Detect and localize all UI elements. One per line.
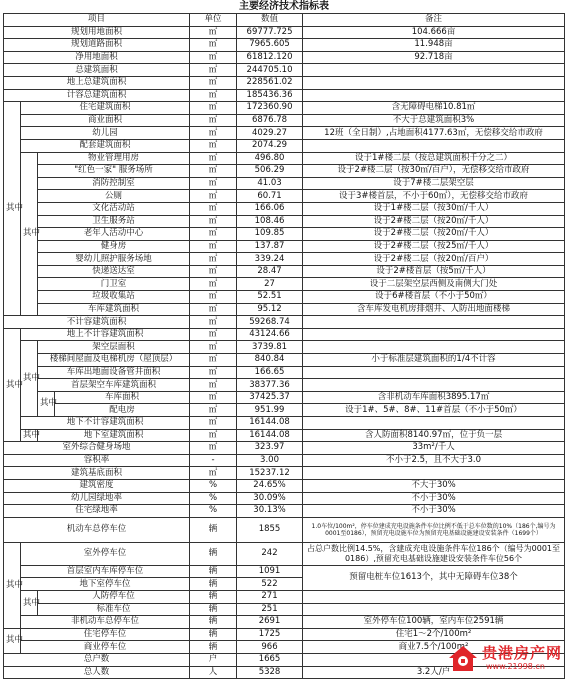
table-row: 其中 车库面积 ㎡ 37425.37 含非机动车库面积3895.17㎡ [4,391,565,404]
table-row: 住宅绿地率 % 30.13% 不小于30% [4,505,565,518]
group-label: 其中 [4,328,21,441]
table-row: 地上总建筑面积 ㎡ 228561.02 [4,76,565,89]
table-row: 室外综合健身场地 ㎡ 323.97 33m²/千人 [4,442,565,455]
table-row: 计容总建筑面积 ㎡ 185436.36 [4,89,565,102]
table-row: 卫生服务站 ㎡ 108.46 设于2#楼二层（按20㎡/千人） [4,215,565,228]
watermark-name: 贵港房产网 [482,644,563,662]
group-label: 其中 [4,542,21,628]
table-header-row [4,14,565,27]
table-row: 规划用地面积 ㎡ 69777.725 104.666亩 [4,26,565,39]
table-row: 其中 架空层面积 ㎡ 3739.81 [4,341,565,354]
economic-indicators-table [3,13,565,679]
table-row: 垃圾收集站 ㎡ 52.51 设于6#楼首层（不小于50㎡） [4,291,565,304]
table-row: 地下室停车位 辆 522 [4,578,565,591]
watermark-url: www.21998.cn [486,662,545,671]
table-row: 其中 地上不计容建筑面积 ㎡ 43124.66 [4,328,565,341]
header-unit: 单位 [190,14,237,27]
table-row: 总户数 户 1665 [4,653,565,666]
table-row: 门卫室 ㎡ 27 设于二层架空层西侧及南侧大门处 [4,278,565,291]
group-label: 其中 [21,590,38,615]
table-row: 规划道路面积 ㎡ 7965.605 11.948亩 [4,39,565,52]
table-row: 机动车总停车位 辆 1855 1.0车位/100m²，停车位建成充电设施条件车位比例不低于总车位数的10%（186个,编号为0001至0186），预留充电设施车位为预留充电基础设施建设安装条件（1699个） [4,517,565,542]
table-row: 其中 住宅建筑面积 ㎡ 172360.90 含无障碍电梯10.81㎡ [4,102,565,115]
table-row: 其中 室外停车位 辆 242 占总户数比例14.5%，含建成充电设施条件车位186个（编号为0001至0186）,预留充电基础设施建设安装条件车位56个 [4,542,565,565]
table-row: 标准车位 辆 251 [4,603,565,616]
table-row: 非机动车总停车位 辆 2691 室外停车位100辆，室内车位2591辆 [4,616,565,629]
table-row: 公厕 ㎡ 60.71 设于3#楼首层，不小于60㎡），无偿移交给市政府 [4,190,565,203]
table-row: 首层室内车库停车位 辆 1091 预留电桩车位1613个，其中无障碍车位38个 [4,565,565,578]
table-row: "红色一家" 服务场所 ㎡ 506.29 设于2#楼二层（按30㎡/百户），无偿移交给市政府 [4,165,565,178]
table-row: 车库建筑面积 ㎡ 95.12 含车库发电机房排烟井、人防出地面楼梯 [4,303,565,316]
table-row: 不计容建筑面积 ㎡ 59268.74 [4,316,565,329]
group-label: 其中 [21,152,38,316]
table-row: 商业停车位 辆 966 商业7.5个/100m² [4,641,565,654]
header-item: 项目 [4,14,190,27]
table-row: 其中 地下室建筑面积 ㎡ 16144.08 含人防面积8140.97㎡，位于负一层 [4,429,565,442]
table-row: 容积率 - 3.00 不小于2.5，且不大于3.0 [4,454,565,467]
table-row: 健身房 ㎡ 137.87 设于2#楼二层（按25㎡/千人） [4,240,565,253]
table-row: 快递送达室 ㎡ 28.47 设于2#楼首层（按5㎡/千人） [4,265,565,278]
table-row: 其中 住宅停车位 辆 1725 住宅1～2个/100m² [4,628,565,641]
group-label: 其中 [38,391,55,416]
table-row: 建筑基底面积 ㎡ 15237.12 [4,467,565,480]
group-label: 其中 [4,102,21,316]
table-row: 建筑密度 % 24.65% 不大于30% [4,479,565,492]
table-row: 车库出地面设备管井面积 ㎡ 166.65 [4,366,565,379]
table-row: 其中 人防停车位 辆 271 [4,590,565,603]
table-row: 幼儿园绿地率 % 30.09% 不小于30% [4,492,565,505]
table-row: 配套建筑面积 ㎡ 2074.29 [4,139,565,152]
table-row: 总建筑面积 ㎡ 244705.10 [4,64,565,77]
table-row: 净用地面积 ㎡ 61812.120 92.718亩 [4,51,565,64]
table-row: 商业面积 ㎡ 6876.78 不大于总建筑面积3% [4,114,565,127]
house-logo-icon [446,642,480,674]
table-row: 消防控制室 ㎡ 41.03 设于7#楼二层架空层 [4,177,565,190]
table-row: 地下不计容建筑面积 ㎡ 16144.08 [4,417,565,430]
header-note: 备注 [303,14,565,27]
header-value: 数值 [237,14,303,27]
table-row: 总人数 人 5328 3.2人/户 [4,666,565,679]
table-row: 楼梯间屋面及电梯机房（屋顶层） ㎡ 840.84 小于标准层建筑面积的1/4不计容 [4,354,565,367]
table-row: 幼儿园 ㎡ 4029.27 12班（全日制）,占地面积4177.63㎡，无偿移交给市政府 [4,127,565,140]
group-label: 其中 [4,628,21,653]
table-row: 配电房 ㎡ 951.99 设于1#、5#、8#、11#首层（不小于50㎡） [4,404,565,417]
group-label: 其中 [21,341,38,417]
table-row: 老年人活动中心 ㎡ 109.85 设于2#楼二层（按20㎡/千人） [4,228,565,241]
table-row: 文化活动站 ㎡ 166.06 设于1#楼二层（按30㎡/千人） [4,202,565,215]
table-title: 主要经济技术指标表 [239,1,329,12]
table-row: 首层架空车库建筑面积 ㎡ 38377.36 [4,379,565,392]
watermark [446,640,564,676]
table-row: 其中 物业管理用房 ㎡ 496.80 设于1#楼二层（按总建筑面积千分之二） [4,152,565,165]
table-row: 婴幼儿照护服务场地 ㎡ 339.24 设于2#楼二层（按20㎡/百户） [4,253,565,266]
group-label: 其中 [21,429,38,442]
